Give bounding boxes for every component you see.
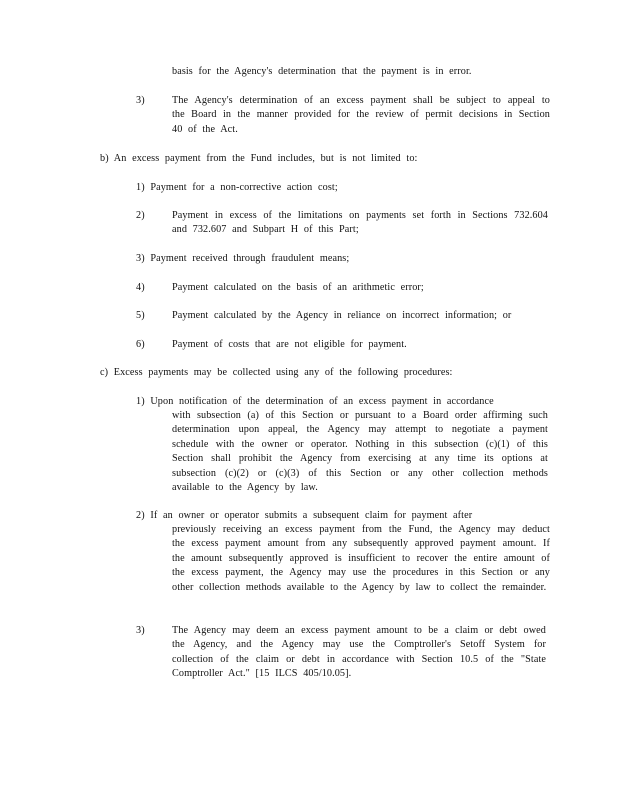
- item-number: 3): [136, 625, 145, 636]
- item-number: 5): [136, 310, 145, 321]
- subsection-c2-first-line: 2) If an owner or operator submits a subsequent claim for payment after: [136, 510, 473, 521]
- item-number: 6): [136, 339, 145, 350]
- subsection-c3-text: The Agency may deem an excess payment amount to be a claim or debt owed the Agency, and the Agency may use the Comptroller's Setoff System for collection of the claim or debt in accordance with Section 10.5 of the "State Comptroller Act." [15 ILCS 405/10.05].: [172, 625, 546, 680]
- subsection-c-lead: c) Excess payments may be collected using any of the following procedures:: [100, 367, 453, 378]
- item-number: 4): [136, 282, 145, 293]
- subsection-c2-text: previously receiving an excess payment from the Fund, the Agency may deduct the excess payment amount from any subsequently approved payment amount. If the amount subsequently approved is insufficient to recover the entire amount of the excess payment, the Agency may use the procedures in this Section or any other collection methods available to the Agency by law to collect the remainder.: [172, 524, 550, 593]
- subsection-b4-text: Payment calculated on the basis of an arithmetic error;: [172, 282, 424, 293]
- subsection-b2-text: Payment in excess of the limitations on payments set forth in Sections 732.604 and 732.607 and Subpart H of this Part;: [172, 210, 548, 236]
- subsection-b6-text: Payment of costs that are not eligible for payment.: [172, 339, 407, 350]
- continuation-text: basis for the Agency's determination that the payment is in error.: [172, 66, 472, 77]
- subsection-a3-text: The Agency's determination of an excess payment shall be subject to appeal to the Board in the manner provided for the review of permit decisions in Section 40 of the Act.: [172, 95, 550, 135]
- subsection-c1-text: with subsection (a) of this Section or pursuant to a Board order affirming such determination upon appeal, the Agency may attempt to negotiate a payment schedule with the owner or operator. Nothing in this subsection (c)(1) of this Section shall prohibit the Agency from exercising at any time its options at subsection (c)(2) or (c)(3) of this Section or any other collection methods available to the Agency by law.: [172, 410, 548, 494]
- item-number: 2): [136, 210, 145, 221]
- subsection-b-lead: b) An excess payment from the Fund includes, but is not limited to:: [100, 153, 418, 164]
- item-number: 3): [136, 95, 145, 106]
- subsection-c1-first-line: 1) Upon notification of the determination of an excess payment in accordance: [136, 396, 494, 407]
- subsection-b1: 1) Payment for a non-corrective action cost;: [136, 182, 338, 193]
- subsection-b5-text: Payment calculated by the Agency in reliance on incorrect information; or: [172, 310, 512, 321]
- subsection-b3: 3) Payment received through fraudulent means;: [136, 253, 350, 264]
